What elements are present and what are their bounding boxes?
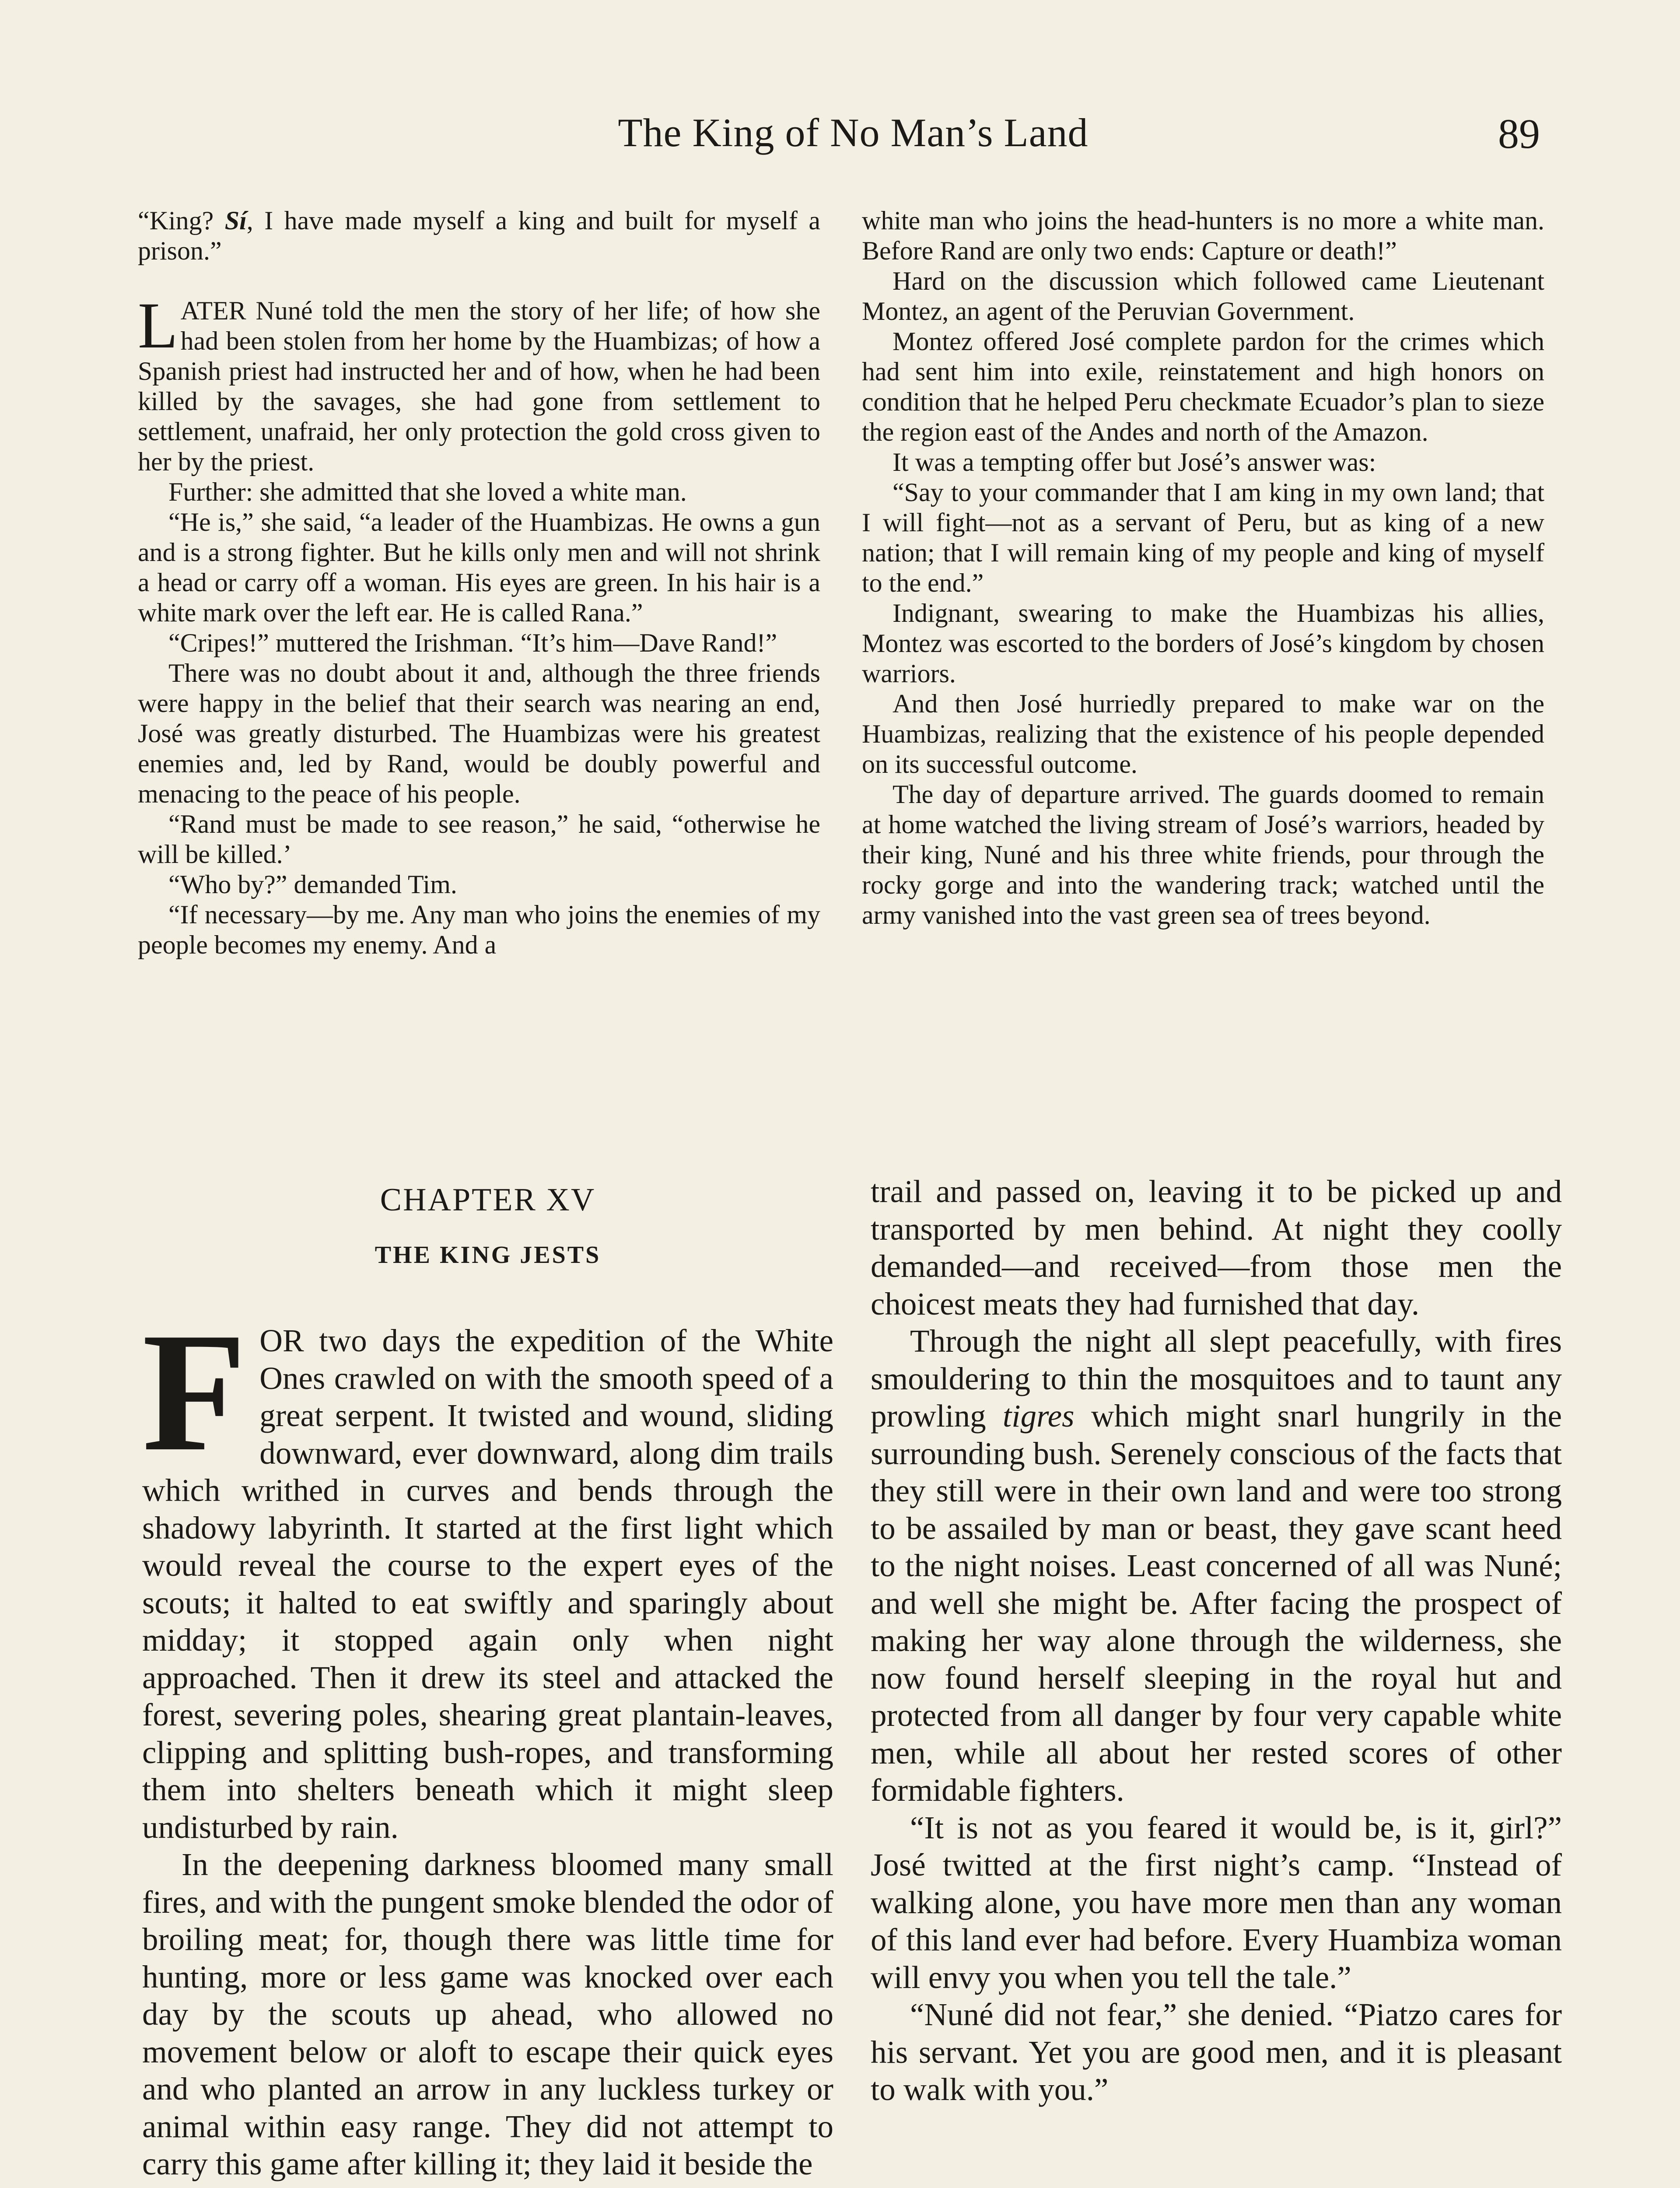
paragraph: The day of departure arrived. The guards doomed to remain at home watched the living stream of José’s warriors, headed by their king, Nuné and his three white friends, pour through the rocky gorge and into the wandering track; watched until the army vanished into the vast green sea of trees beyond.	[862, 780, 1544, 929]
paragraph	[871, 1322, 1562, 1809]
italic-word: Sí	[224, 206, 247, 235]
bottom-right-column	[871, 1173, 1562, 2108]
paragraph: “Who by?” demanded Tim.	[168, 870, 457, 899]
paragraph-text: , I have made myself a king and built for myself a prison.”	[138, 206, 821, 265]
drop-cap: L	[138, 289, 178, 362]
running-title: The King of No Man’s Land	[618, 110, 1088, 155]
paragraph: “It is not as you feared it would be, is it, girl?” José twitted at the first night’s camp. “Instead of walking alone, you have more men than any woman of this land ever had before. Every Huambiza woman will envy you when you tell the tale.”	[871, 1809, 1562, 1995]
paragraph-text: ATER Nuné told the men the story of her life; of how she had been stolen from her home by the Huambizas; of how a Spanish priest had instructed her and of how, when he had been killed by the savages, she had gone from settlement to settlement, unafraid, her only protection the gold cross given to her by the priest.	[138, 296, 820, 476]
paragraph: “Rand must be made to see reason,” he said, “otherwise he will be killed.’	[138, 810, 820, 869]
paragraph: It was a tempting offer but José’s answer was:	[892, 448, 1376, 477]
page-number: 89	[1498, 110, 1540, 157]
paragraph-text: “King?	[138, 206, 225, 235]
paragraph: Indignant, swearing to make the Huambizas his allies, Montez was escorted to the borders of José’s kingdom by chosen warriors.	[862, 599, 1544, 688]
chapter-title: CHAPTER XV	[380, 1182, 596, 1218]
top-left-column	[138, 206, 820, 960]
paragraph-text: Through the night all slept peacefully, with fires smouldering to thin the mosquitoes and to taunt any prowling	[871, 1323, 1562, 1434]
drop-cap: F	[142, 1297, 247, 1487]
paragraph	[142, 1297, 833, 1846]
paragraph: There was no doubt about it and, although the three friends were happy in the belief that their search was nearing an end, José was greatly disturbed. The Huambizas were his greatest enemies and, led by Rand, would be doubly powerful and menacing to the peace of his people.	[138, 659, 820, 808]
paragraph-text: OR two days the expedition of the White Ones crawled on with the smooth speed of a great serpent. It twisted and wound, sliding downward, ever downward, along dim trails which writhed in curves and bends through the shadowy labyrinth. It started at the first light which would reveal the course to the expert eyes of the scouts; it halted to eat swiftly and sparingly about midday; it stopped again only when night approached. Then it drew its steel and attacked the forest, severing poles, shearing great plantain-leaves, clipping and splitting bush-ropes, and transforming them into shelters beneath which it might sleep undisturbed by rain.	[142, 1323, 833, 1845]
italic-word: tigres	[1003, 1398, 1074, 1434]
bottom-left-column	[142, 1173, 833, 2183]
paragraph: Further: she admitted that she loved a white man.	[168, 477, 687, 506]
chapter-subtitle: THE KING JESTS	[374, 1241, 601, 1269]
paragraph: And then José hurriedly prepared to make war on the Huambizas, realizing that the existence of his people depended on its successful outcome.	[862, 689, 1544, 778]
paragraph: In the deepening darkness bloomed many small fires, and with the pungent smoke blended the odor of broiling meat; for, though there was little time for hunting, more or less game was knocked over each day by the scouts up ahead, who allowed no movement below or aloft to escape their quick eyes and who planted an arrow in any luckless turkey or animal within easy range. They did not attempt to carry this game after killing it; they laid it beside the	[142, 1847, 833, 2181]
paragraph	[138, 289, 820, 477]
paragraph: Hard on the discussion which followed came Lieutenant Montez, an agent of the Peruvian Government.	[862, 266, 1544, 326]
page-header	[0, 101, 1680, 166]
paragraph: “He is,” she said, “a leader of the Huambizas. He owns a gun and is a strong fighter. But he kills only men and will not shrink a head or carry off a woman. His eyes are green. In his hair is a white mark over the left ear. He is called Rana.”	[138, 508, 820, 627]
paragraph-text: which might snarl hungrily in the surrounding bush. Serenely conscious of the facts that they still were in their own land and were too strong to be assailed by man or beast, they gave scant heed to the night noises. Least concerned of all was Nuné; and well she might be. After facing the prospect of making her way alone through the wilderness, she now found herself sleeping in the royal hut and protected from all danger by four very capable white men, while all about her rested scores of other formidable fighters.	[871, 1398, 1562, 1808]
paragraph: “Cripes!” muttered the Irishman. “It’s him—Dave Rand!”	[168, 628, 777, 657]
paragraph: white man who joins the head-hunters is no more a white man. Before Rand are only two ends: Capture or death!”	[862, 206, 1544, 265]
paragraph: “Say to your commander that I am king in my own land; that I will fight—not as a servant of Peru, but as king of a new nation; that I will remain king of my people and king of myself to the end.”	[862, 478, 1544, 597]
paragraph: “If necessary—by me. Any man who joins the enemies of my people becomes my enemy. And a	[138, 900, 820, 959]
paragraph: “Nuné did not fear,” she denied. “Piatzo cares for his servant. Yet you are good men, and it is pleasant to walk with you.”	[871, 1997, 1562, 2107]
paragraph	[138, 206, 820, 266]
top-right-column	[862, 206, 1544, 930]
paragraph: trail and passed on, leaving it to be picked up and transported by men behind. At night they coolly demanded—and received—from those men the choicest meats they had furnished that day.	[871, 1174, 1562, 1322]
paragraph: Montez offered José complete pardon for the crimes which had sent him into exile, reinstatement and high honors on condition that he helped Peru checkmate Ecuador’s plan to sieze the region east of the Andes and north of the Amazon.	[862, 327, 1544, 446]
